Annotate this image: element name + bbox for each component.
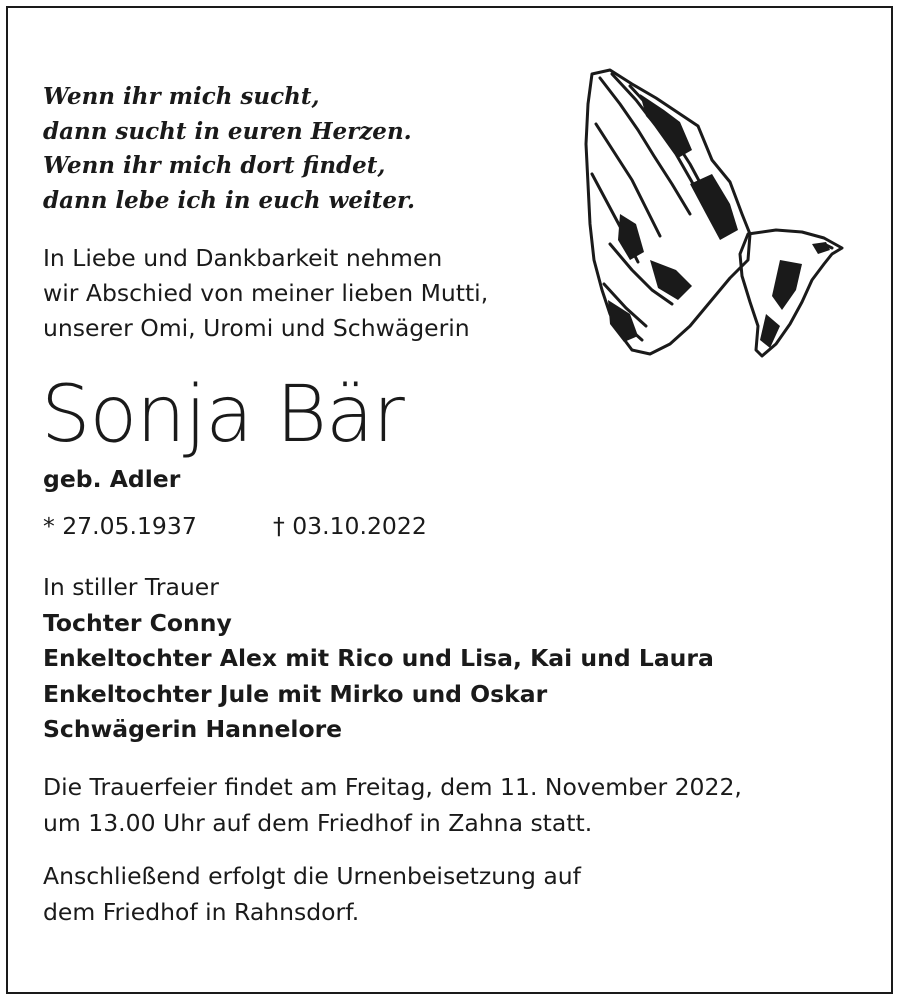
- poem-line: Wenn ihr mich dort findet,: [43, 152, 386, 179]
- poem-line: dann sucht in euren Herzen.: [43, 117, 412, 145]
- poem: [43, 80, 563, 218]
- service-line: Die Trauerfeier findet am Freitag, dem 11. November 2022,: [43, 773, 742, 801]
- funeral-service-info: [43, 769, 873, 841]
- poem-line: dann lebe ich in euch weiter.: [43, 186, 415, 214]
- life-dates: [43, 509, 427, 543]
- mourner: Enkeltochter Alex mit Rico und Lisa, Kai und Laura: [43, 644, 714, 672]
- intro-line: In Liebe und Dankbarkeit nehmen: [43, 244, 443, 272]
- birth-date: * 27.05.1937: [43, 512, 197, 540]
- burial-info: [43, 858, 873, 930]
- mourners: [43, 570, 863, 748]
- mourners-lead: In stiller Trauer: [43, 573, 219, 601]
- intro-text: [43, 241, 603, 346]
- mourner: Enkeltochter Jule mit Mirko und Oskar: [43, 679, 548, 708]
- death-date: † 03.10.2022: [273, 512, 427, 540]
- intro-line: wir Abschied von meiner lieben Mutti,: [43, 279, 489, 307]
- deceased-name: Sonja Bär: [41, 370, 404, 460]
- intro-line: unserer Omi, Uromi und Schwägerin: [43, 314, 470, 342]
- poem-line: Wenn ihr mich sucht,: [43, 83, 320, 110]
- burial-line: dem Friedhof in Rahnsdorf.: [43, 898, 360, 926]
- service-line: um 13.00 Uhr auf dem Friedhof in Zahna statt.: [43, 809, 593, 837]
- mourner: Tochter Conny: [43, 608, 232, 637]
- praying-hands-dove-icon: [580, 64, 848, 360]
- mourner: Schwägerin Hannelore: [43, 715, 343, 743]
- burial-line: Anschließend erfolgt die Urnenbeisetzung auf: [43, 862, 581, 890]
- maiden-name: geb. Adler: [43, 465, 181, 493]
